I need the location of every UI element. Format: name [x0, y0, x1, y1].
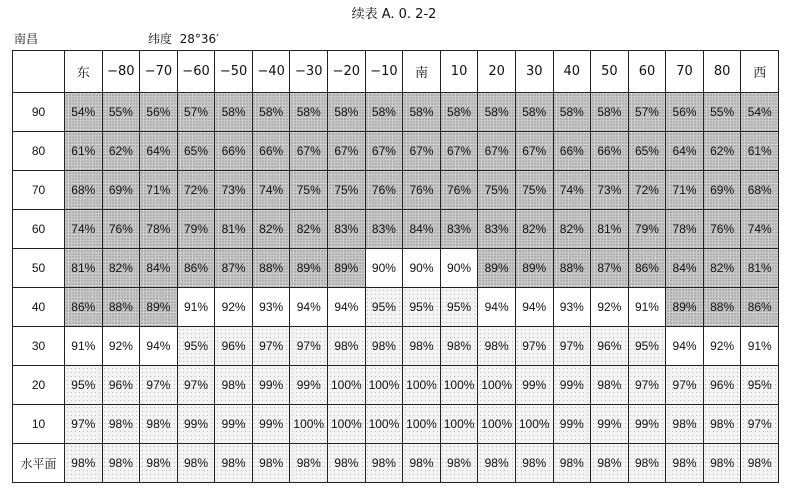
table-cell: 86%	[741, 288, 779, 327]
table-cell: 98%	[365, 444, 403, 483]
table-cell: 91%	[177, 288, 215, 327]
table-cell: 75%	[478, 171, 516, 210]
table-cell: 91%	[628, 288, 666, 327]
table-cell: 98%	[215, 444, 253, 483]
table-row	[13, 93, 779, 132]
table-cell: 65%	[177, 132, 215, 171]
table-cell: 97%	[290, 327, 328, 366]
table-cell: 98%	[177, 444, 215, 483]
table-cell: 73%	[215, 171, 253, 210]
table-cell: 64%	[666, 132, 704, 171]
column-header: 50	[591, 51, 629, 93]
table-cell: 93%	[252, 288, 290, 327]
table-cell: 67%	[478, 132, 516, 171]
table-cell: 95%	[365, 288, 403, 327]
table-cell: 82%	[290, 210, 328, 249]
corner-cell	[13, 51, 65, 93]
table-cell: 100%	[440, 405, 478, 444]
table-cell: 94%	[140, 327, 178, 366]
table-cell: 97%	[741, 405, 779, 444]
table-cell: 61%	[65, 132, 103, 171]
table-cell: 55%	[102, 93, 140, 132]
table-cell: 98%	[403, 327, 441, 366]
table-cell: 76%	[403, 171, 441, 210]
table-cell: 96%	[215, 327, 253, 366]
table-cell: 99%	[215, 405, 253, 444]
table-cell: 57%	[177, 93, 215, 132]
table-cell: 54%	[65, 93, 103, 132]
table-cell: 95%	[741, 366, 779, 405]
table-cell: 69%	[102, 171, 140, 210]
table-cell: 100%	[328, 405, 366, 444]
table-cell: 75%	[290, 171, 328, 210]
table-cell: 92%	[591, 288, 629, 327]
table-cell: 100%	[478, 405, 516, 444]
table-cell: 58%	[328, 93, 366, 132]
table-cell: 84%	[140, 249, 178, 288]
percentage-table	[12, 50, 779, 483]
table-cell: 62%	[703, 132, 741, 171]
table-cell: 99%	[553, 405, 591, 444]
table-cell: 98%	[591, 366, 629, 405]
table-cell: 100%	[478, 366, 516, 405]
column-header: 30	[515, 51, 553, 93]
table-cell: 83%	[328, 210, 366, 249]
row-label: 70	[13, 171, 65, 210]
table-cell: 69%	[703, 171, 741, 210]
table-cell: 98%	[741, 444, 779, 483]
table-cell: 92%	[102, 327, 140, 366]
table-cell: 95%	[177, 327, 215, 366]
table-cell: 97%	[252, 327, 290, 366]
table-cell: 79%	[628, 210, 666, 249]
table-cell: 98%	[140, 405, 178, 444]
table-cell: 66%	[553, 132, 591, 171]
table-cell: 61%	[741, 132, 779, 171]
column-header: 40	[553, 51, 591, 93]
table-cell: 68%	[741, 171, 779, 210]
table-cell: 81%	[741, 249, 779, 288]
latitude-label: 纬度	[148, 32, 173, 46]
column-header: 20	[478, 51, 516, 93]
table-cell: 58%	[215, 93, 253, 132]
table-cell: 99%	[252, 405, 290, 444]
table-cell: 96%	[703, 366, 741, 405]
table-cell: 94%	[328, 288, 366, 327]
table-cell: 82%	[515, 210, 553, 249]
table-cell: 99%	[290, 366, 328, 405]
table-cell: 74%	[252, 171, 290, 210]
table-cell: 86%	[177, 249, 215, 288]
table-cell: 98%	[703, 444, 741, 483]
column-header: 60	[628, 51, 666, 93]
table-cell: 98%	[328, 444, 366, 483]
table-row	[13, 132, 779, 171]
table-cell: 97%	[666, 366, 704, 405]
table-cell: 100%	[440, 366, 478, 405]
row-label: 水平面	[13, 444, 65, 483]
table-cell: 56%	[666, 93, 704, 132]
table-cell: 89%	[478, 249, 516, 288]
row-label: 50	[13, 249, 65, 288]
row-label: 90	[13, 93, 65, 132]
table-cell: 67%	[440, 132, 478, 171]
table-cell: 65%	[628, 132, 666, 171]
table-cell: 58%	[365, 93, 403, 132]
table-cell: 92%	[703, 327, 741, 366]
table-cell: 88%	[102, 288, 140, 327]
table-cell: 97%	[553, 327, 591, 366]
table-cell: 96%	[591, 327, 629, 366]
table-cell: 98%	[703, 405, 741, 444]
table-cell: 98%	[515, 444, 553, 483]
table-cell: 87%	[591, 249, 629, 288]
table-cell: 75%	[515, 171, 553, 210]
table-cell: 89%	[140, 288, 178, 327]
table-cell: 75%	[328, 171, 366, 210]
table-cell: 73%	[591, 171, 629, 210]
table-row	[13, 327, 779, 366]
table-cell: 89%	[666, 288, 704, 327]
column-header: 70	[666, 51, 704, 93]
table-cell: 58%	[515, 93, 553, 132]
table-cell: 81%	[215, 210, 253, 249]
table-cell: 86%	[628, 249, 666, 288]
table-caption: 续表 A. 0. 2-2	[351, 7, 437, 22]
table-cell: 94%	[290, 288, 328, 327]
row-label: 60	[13, 210, 65, 249]
table-cell: 98%	[591, 444, 629, 483]
table-cell: 84%	[403, 210, 441, 249]
column-header: 东	[65, 51, 103, 93]
table-cell: 96%	[102, 366, 140, 405]
table-cell: 88%	[553, 249, 591, 288]
table-cell: 100%	[365, 405, 403, 444]
row-label: 10	[13, 405, 65, 444]
row-label: 20	[13, 366, 65, 405]
table-row	[13, 210, 779, 249]
table-cell: 100%	[515, 405, 553, 444]
table-cell: 67%	[365, 132, 403, 171]
table-cell: 81%	[591, 210, 629, 249]
table-cell: 76%	[102, 210, 140, 249]
column-header: −30	[290, 51, 328, 93]
table-cell: 87%	[215, 249, 253, 288]
table-cell: 90%	[440, 249, 478, 288]
table-cell: 100%	[365, 366, 403, 405]
table-cell: 54%	[741, 93, 779, 132]
table-cell: 98%	[403, 444, 441, 483]
table-cell: 98%	[328, 327, 366, 366]
table-cell: 97%	[628, 366, 666, 405]
column-header: −40	[252, 51, 290, 93]
table-cell: 88%	[252, 249, 290, 288]
table-cell: 58%	[478, 93, 516, 132]
table-row	[13, 366, 779, 405]
column-header: −10	[365, 51, 403, 93]
table-cell: 83%	[440, 210, 478, 249]
table-row	[13, 171, 779, 210]
table-cell: 83%	[365, 210, 403, 249]
table-cell: 58%	[290, 93, 328, 132]
table-cell: 98%	[440, 444, 478, 483]
table-cell: 57%	[628, 93, 666, 132]
column-header: −70	[140, 51, 178, 93]
table-cell: 95%	[403, 288, 441, 327]
table-cell: 74%	[741, 210, 779, 249]
table-cell: 94%	[666, 327, 704, 366]
table-cell: 89%	[328, 249, 366, 288]
column-header: −60	[177, 51, 215, 93]
table-cell: 97%	[140, 366, 178, 405]
table-cell: 67%	[403, 132, 441, 171]
table-cell: 97%	[177, 366, 215, 405]
table-cell: 88%	[703, 288, 741, 327]
table-cell: 91%	[741, 327, 779, 366]
table-cell: 72%	[177, 171, 215, 210]
table-cell: 66%	[252, 132, 290, 171]
table-cell: 74%	[65, 210, 103, 249]
row-label: 30	[13, 327, 65, 366]
table-cell: 100%	[403, 405, 441, 444]
table-cell: 90%	[365, 249, 403, 288]
table-cell: 66%	[591, 132, 629, 171]
column-header: −20	[328, 51, 366, 93]
table-cell: 67%	[328, 132, 366, 171]
table-cell: 67%	[290, 132, 328, 171]
table-cell: 58%	[440, 93, 478, 132]
city-label: 南昌	[14, 32, 39, 46]
table-cell: 98%	[628, 444, 666, 483]
table-cell: 98%	[365, 327, 403, 366]
table-cell: 98%	[140, 444, 178, 483]
table-cell: 82%	[703, 249, 741, 288]
table-cell: 71%	[140, 171, 178, 210]
table-cell: 64%	[140, 132, 178, 171]
table-cell: 98%	[290, 444, 328, 483]
table-cell: 97%	[515, 327, 553, 366]
table-body	[13, 93, 779, 483]
row-label: 80	[13, 132, 65, 171]
column-header: −80	[102, 51, 140, 93]
table-cell: 98%	[440, 327, 478, 366]
table-cell: 98%	[553, 444, 591, 483]
table-cell: 71%	[666, 171, 704, 210]
table-cell: 95%	[440, 288, 478, 327]
table-cell: 68%	[65, 171, 103, 210]
table-cell: 62%	[102, 132, 140, 171]
table-cell: 56%	[140, 93, 178, 132]
table-cell: 97%	[65, 405, 103, 444]
table-cell: 58%	[252, 93, 290, 132]
table-cell: 91%	[65, 327, 103, 366]
table-cell: 98%	[252, 444, 290, 483]
table-cell: 74%	[553, 171, 591, 210]
table-cell: 58%	[403, 93, 441, 132]
column-header: 西	[741, 51, 779, 93]
table-row	[13, 288, 779, 327]
table-cell: 98%	[478, 327, 516, 366]
table-cell: 98%	[215, 366, 253, 405]
table-cell: 76%	[440, 171, 478, 210]
table-cell: 99%	[553, 366, 591, 405]
table-row	[13, 249, 779, 288]
table-cell: 67%	[515, 132, 553, 171]
table-cell: 66%	[215, 132, 253, 171]
table-cell: 99%	[515, 366, 553, 405]
table-cell: 55%	[703, 93, 741, 132]
table-cell: 86%	[65, 288, 103, 327]
table-header-row	[13, 51, 779, 93]
table-cell: 99%	[591, 405, 629, 444]
table-cell: 82%	[553, 210, 591, 249]
table-cell: 98%	[666, 444, 704, 483]
table-cell: 99%	[252, 366, 290, 405]
table-cell: 100%	[328, 366, 366, 405]
column-header: 南	[403, 51, 441, 93]
table-cell: 89%	[515, 249, 553, 288]
column-header: 80	[703, 51, 741, 93]
table-cell: 83%	[478, 210, 516, 249]
row-label: 40	[13, 288, 65, 327]
table-cell: 95%	[628, 327, 666, 366]
table-cell: 93%	[553, 288, 591, 327]
table-cell: 84%	[666, 249, 704, 288]
table-cell: 94%	[515, 288, 553, 327]
table-cell: 76%	[365, 171, 403, 210]
table-cell: 100%	[290, 405, 328, 444]
table-cell: 99%	[177, 405, 215, 444]
table-row	[13, 444, 779, 483]
column-header: 10	[440, 51, 478, 93]
table-cell: 89%	[290, 249, 328, 288]
table-cell: 58%	[591, 93, 629, 132]
table-cell: 98%	[478, 444, 516, 483]
table-cell: 94%	[478, 288, 516, 327]
table-cell: 99%	[628, 405, 666, 444]
table-cell: 81%	[65, 249, 103, 288]
table-cell: 92%	[215, 288, 253, 327]
table-cell: 82%	[252, 210, 290, 249]
column-header: −50	[215, 51, 253, 93]
table-cell: 98%	[102, 405, 140, 444]
table-cell: 79%	[177, 210, 215, 249]
latitude-info	[148, 30, 219, 47]
table-row	[13, 405, 779, 444]
table-cell: 98%	[102, 444, 140, 483]
table-cell: 72%	[628, 171, 666, 210]
table-cell: 76%	[703, 210, 741, 249]
table-cell: 100%	[403, 366, 441, 405]
latitude-value: 28°36′	[179, 32, 219, 46]
table-cell: 82%	[102, 249, 140, 288]
table-cell: 95%	[65, 366, 103, 405]
table-cell: 90%	[403, 249, 441, 288]
table-cell: 78%	[140, 210, 178, 249]
table-cell: 98%	[65, 444, 103, 483]
table-cell: 78%	[666, 210, 704, 249]
table-cell: 58%	[553, 93, 591, 132]
table-cell: 98%	[666, 405, 704, 444]
